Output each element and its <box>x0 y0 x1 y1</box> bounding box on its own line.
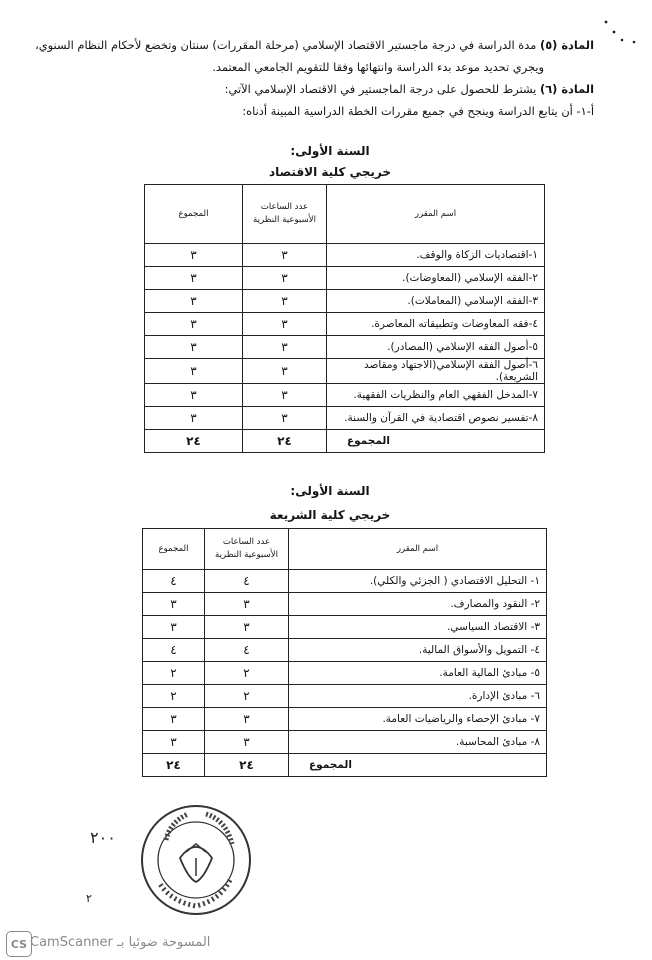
total-sum-cell: ٢٤ <box>145 430 243 453</box>
course-total-cell: ٣ <box>143 708 205 731</box>
table1-header-course: اسم المقرر <box>327 185 545 244</box>
article5-label: المادة (٥) <box>539 38 594 52</box>
total-row <box>143 754 547 777</box>
table2-group-heading: خريجي كلية الشريعة <box>269 508 391 522</box>
table-row <box>145 336 545 359</box>
course-hours-cell: ٢ <box>205 662 289 685</box>
article6-line1 <box>34 80 594 98</box>
course-name-cell: ٢- النقود والمصارف. <box>289 593 547 616</box>
table-row <box>145 384 545 407</box>
course-hours-cell: ٣ <box>243 244 327 267</box>
course-hours-cell: ٣ <box>243 359 327 384</box>
table-row <box>143 616 547 639</box>
table-row <box>145 313 545 336</box>
total-sum-cell: ٢٤ <box>143 754 205 777</box>
course-total-cell: ٣ <box>145 384 243 407</box>
table-row <box>143 731 547 754</box>
official-stamp <box>136 800 256 920</box>
course-total-cell: ٣ <box>143 593 205 616</box>
total-label-cell: المجموع <box>327 430 545 453</box>
course-name-cell: ١- التحليل الاقتصادي ( الجزئي والكلي). <box>289 570 547 593</box>
course-total-cell: ٢ <box>143 662 205 685</box>
course-hours-cell: ٣ <box>205 616 289 639</box>
course-hours-cell: ٢ <box>205 685 289 708</box>
course-name-cell: ٢-الفقه الإسلامي (المعاوضات). <box>327 267 545 290</box>
course-hours-cell: ٣ <box>205 708 289 731</box>
table2-course-table <box>142 528 547 777</box>
course-name-cell: ٧- مبادئ الإحصاء والرياضيات العامة. <box>289 708 547 731</box>
course-hours-cell: ٤ <box>205 639 289 662</box>
course-hours-cell: ٣ <box>243 290 327 313</box>
article5-line2: ويجري تحديد موعد بدء الدراسة وانتهائها وفقا للتقويم الجامعي المعتمد. <box>212 60 544 74</box>
course-total-cell: ٤ <box>143 639 205 662</box>
table-row <box>143 593 547 616</box>
table1-group-heading: خريجي كلية الاقتصاد <box>268 165 392 179</box>
course-total-cell: ٣ <box>145 290 243 313</box>
course-hours-cell: ٤ <box>205 570 289 593</box>
course-hours-cell: ٣ <box>243 267 327 290</box>
page-number: ٢ <box>86 892 92 905</box>
course-total-cell: ٣ <box>143 731 205 754</box>
table1-header-row <box>145 185 545 244</box>
total-hours-cell: ٢٤ <box>243 430 327 453</box>
table-row <box>145 407 545 430</box>
article6-text1: يشترط للحصول على درجة الماجستير في الاقتصاد الإسلامي الآتي: <box>224 82 537 96</box>
course-name-cell: ٧-المدخل الفقهي العام والنظريات الفقهية. <box>327 384 545 407</box>
course-total-cell: ٣ <box>143 616 205 639</box>
course-total-cell: ٢ <box>143 685 205 708</box>
course-name-cell: ٣- الاقتصاد السياسي. <box>289 616 547 639</box>
total-row <box>145 430 545 453</box>
table-row <box>145 267 545 290</box>
table-row <box>143 708 547 731</box>
course-name-cell: ٥- مبادئ المالية العامة. <box>289 662 547 685</box>
course-name-cell: ٤-فقه المعاوضات وتطبيقاته المعاصرة. <box>327 313 545 336</box>
table-row <box>143 639 547 662</box>
camscanner-caption: CamScanner المسوحة ضوئيا بـ <box>30 935 211 950</box>
course-hours-cell: ٣ <box>205 593 289 616</box>
table1-year-heading: السنة الأولى: <box>290 144 370 158</box>
table1-header-total: المجموع <box>145 185 243 244</box>
article6-line2: أ-١- أن يتابع الدراسة وينجح في جميع مقررات الخطة الدراسية المبينة أدناه: <box>242 104 594 118</box>
table-row <box>143 662 547 685</box>
table2-header-total: المجموع <box>143 529 205 570</box>
course-hours-cell: ٣ <box>205 731 289 754</box>
table1-course-table <box>144 184 545 453</box>
course-total-cell: ٣ <box>145 407 243 430</box>
course-name-cell: ٦-أصول الفقه الإسلامي(الاجتهاد ومقاصد الشريعة). <box>327 359 545 384</box>
course-name-cell: ٦- مبادئ الإدارة. <box>289 685 547 708</box>
course-total-cell: ٣ <box>145 244 243 267</box>
table-row <box>143 570 547 593</box>
course-name-cell: ٨- مبادئ المحاسبة. <box>289 731 547 754</box>
course-name-cell: ١-اقتصاديات الزكاة والوقف. <box>327 244 545 267</box>
table-row <box>145 244 545 267</box>
article5-line1 <box>34 36 594 54</box>
table-row <box>143 685 547 708</box>
total-hours-cell: ٢٤ <box>205 754 289 777</box>
table-row <box>145 290 545 313</box>
table2-header-row <box>143 529 547 570</box>
table2-header-hours: عدد الساعات الأسبوعية النظرية <box>205 529 289 570</box>
course-total-cell: ٣ <box>145 336 243 359</box>
course-name-cell: ٥-أصول الفقه الإسلامي (المصادر). <box>327 336 545 359</box>
course-hours-cell: ٣ <box>243 407 327 430</box>
course-name-cell: ٨-تفسير نصوص اقتصادية في القرآن والسنة. <box>327 407 545 430</box>
course-hours-cell: ٣ <box>243 336 327 359</box>
course-total-cell: ٤ <box>143 570 205 593</box>
handwritten-note: ٢٠٠ <box>90 828 116 847</box>
total-label-cell: المجموع <box>289 754 547 777</box>
course-total-cell: ٣ <box>145 359 243 384</box>
course-total-cell: ٣ <box>145 267 243 290</box>
course-name-cell: ٤- التمويل والأسواق المالية. <box>289 639 547 662</box>
article5-text1: مدة الدراسة في درجة ماجستير الاقتصاد الإسلامي (مرحلة المقررات) سنتان وتخضع لأحكام النظام السنوي، <box>35 38 537 52</box>
course-name-cell: ٣-الفقه الإسلامي (المعاملات). <box>327 290 545 313</box>
course-total-cell: ٣ <box>145 313 243 336</box>
scan-dots-mark <box>600 18 640 58</box>
article6-label: المادة (٦) <box>539 82 594 96</box>
table1-header-hours: عدد الساعات الأسبوعية النظرية <box>243 185 327 244</box>
course-hours-cell: ٣ <box>243 313 327 336</box>
table2-header-course: اسم المقرر <box>289 529 547 570</box>
scanner-watermark <box>0 927 652 960</box>
camscanner-logo-icon: CS <box>6 931 32 957</box>
course-hours-cell: ٣ <box>243 384 327 407</box>
table2-year-heading: السنة الأولى: <box>290 484 370 498</box>
table-row <box>145 359 545 384</box>
